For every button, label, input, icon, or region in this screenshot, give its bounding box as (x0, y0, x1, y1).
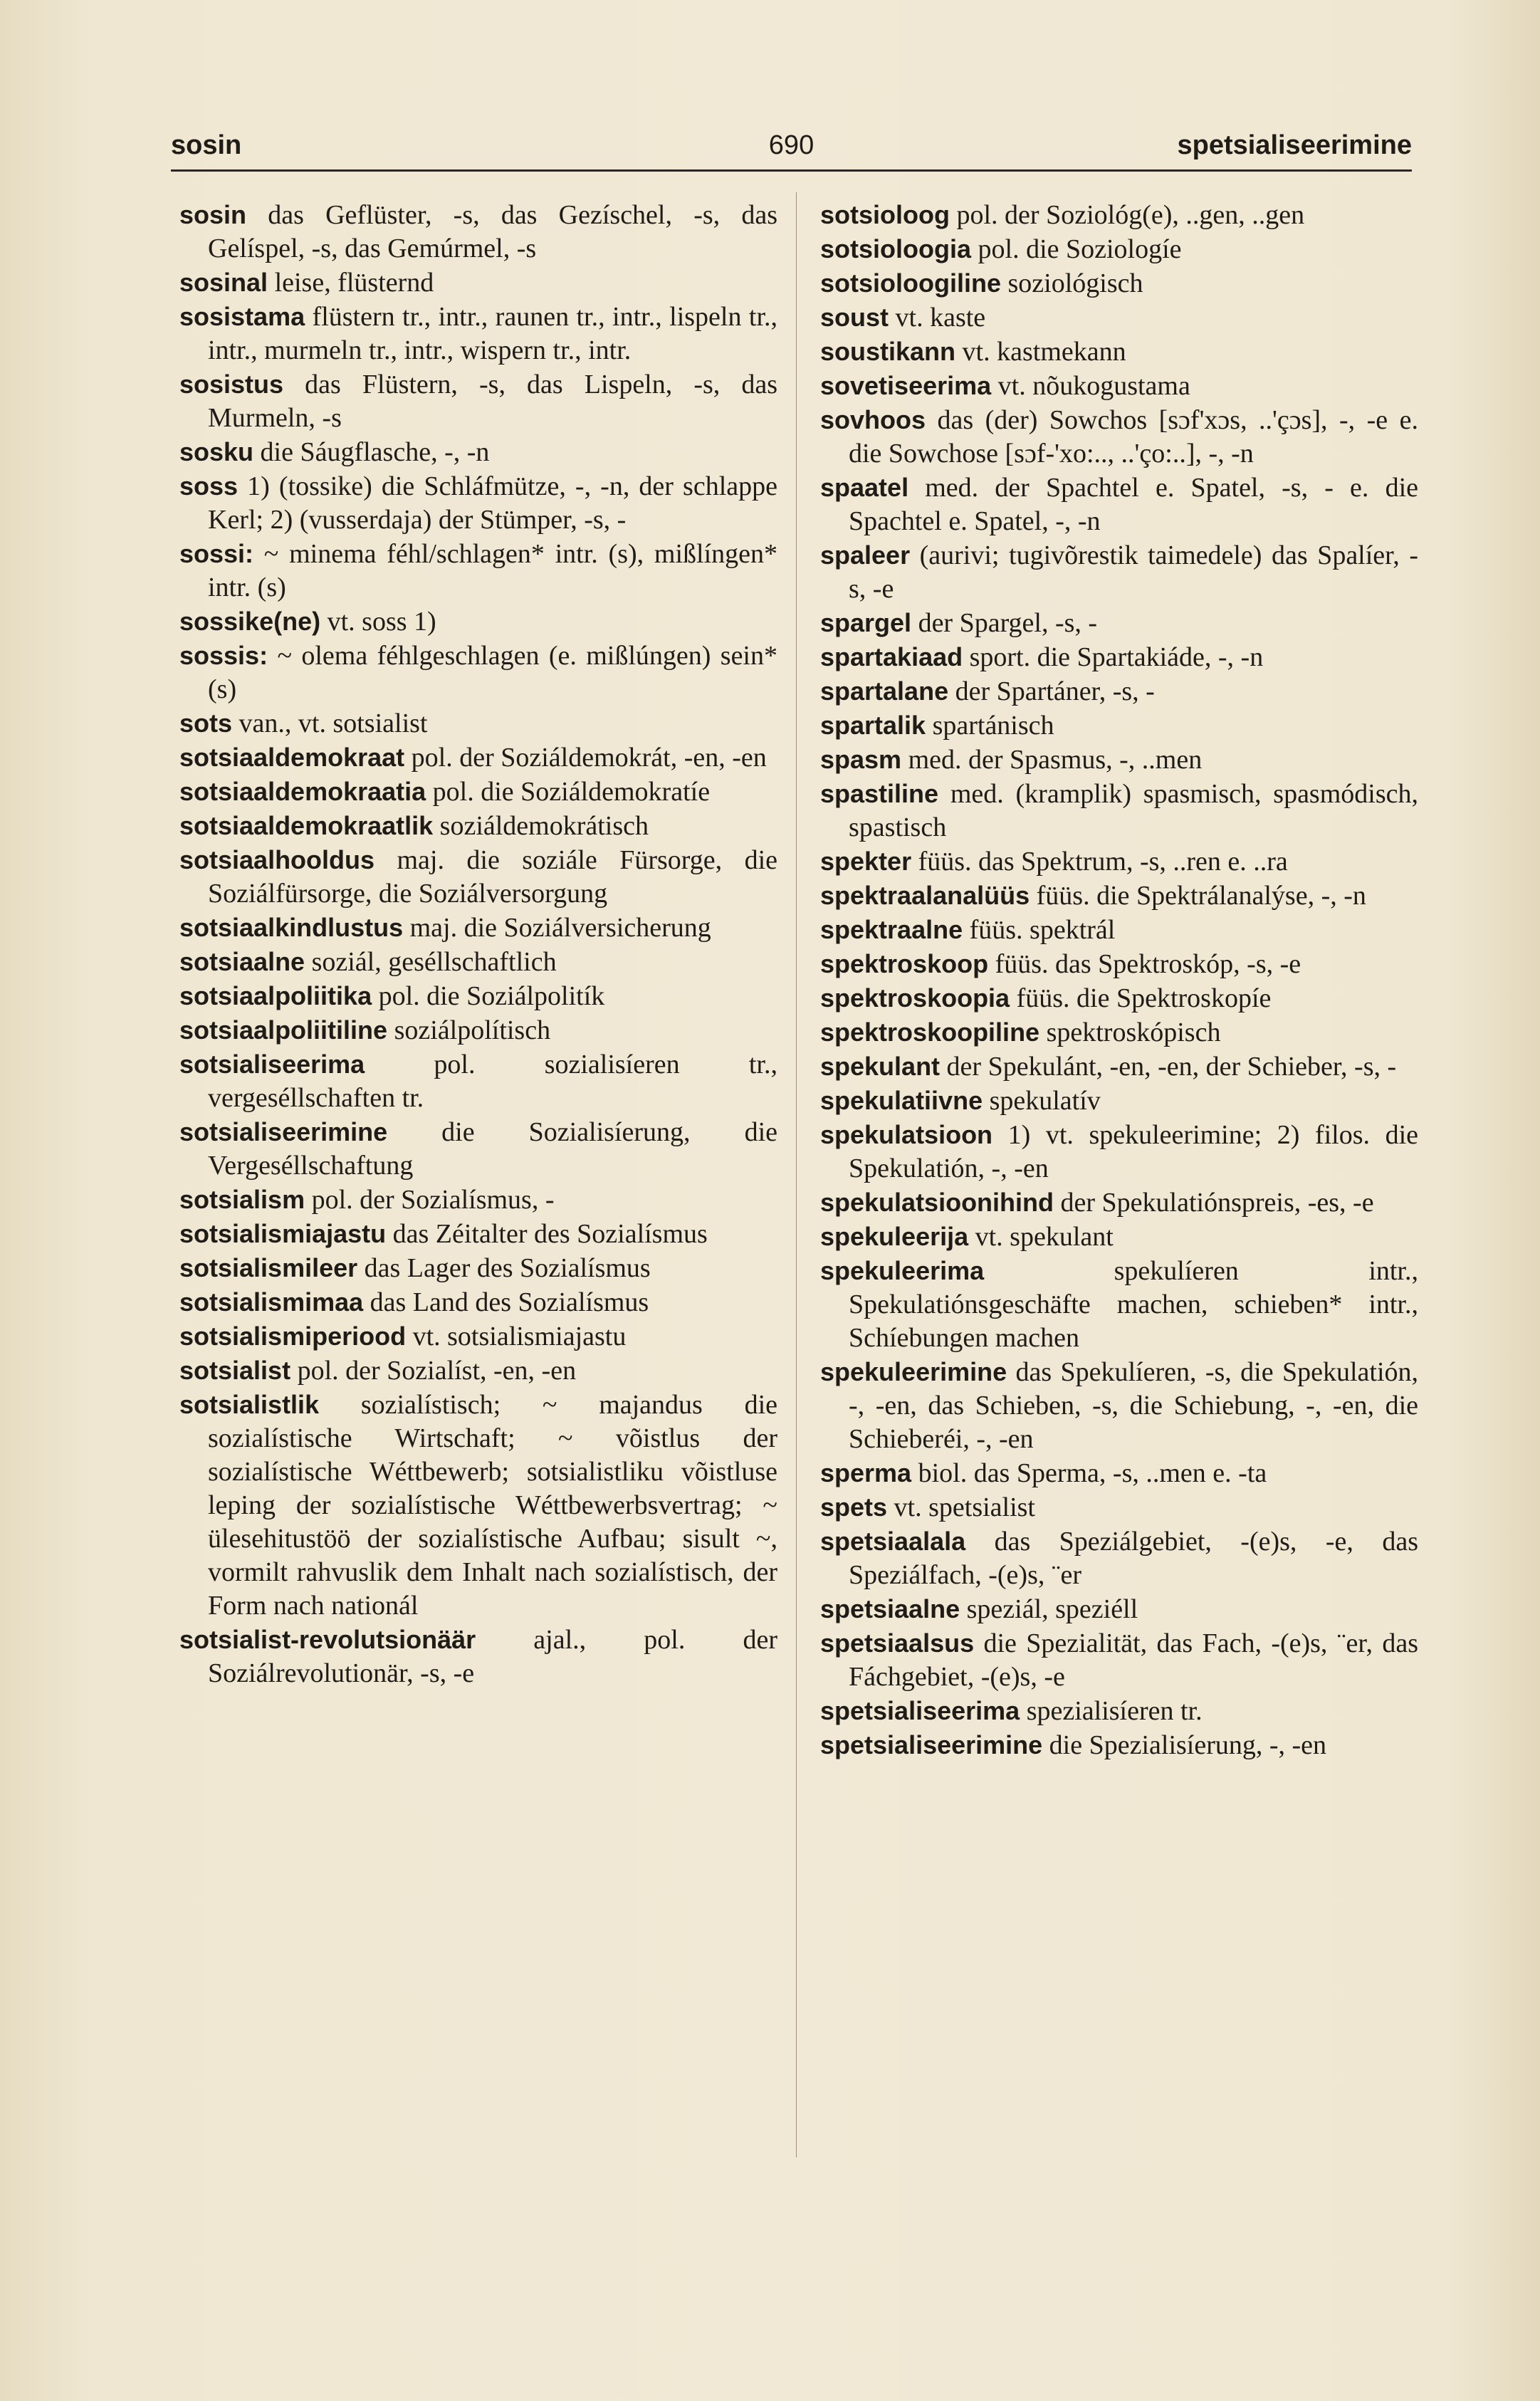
dictionary-entry (820, 1050, 1418, 1084)
entry-headword: spetsialiseerima (820, 1696, 1020, 1725)
entry-headword: spartalik (820, 711, 926, 740)
entry-headword: sotsialiseerima (179, 1050, 365, 1079)
entry-headword: sotsialiseerimine (179, 1117, 388, 1146)
entry-definition: soziálpolítisch (387, 1015, 551, 1045)
dictionary-entry (820, 1626, 1418, 1694)
entry-headword: sotsiaalne (179, 947, 305, 976)
entry-headword: sossi: (179, 539, 254, 568)
dictionary-entry (179, 706, 777, 741)
dictionary-entry (179, 1115, 777, 1183)
entry-headword: spargel (820, 608, 912, 637)
dictionary-entry (820, 471, 1418, 538)
entry-definition: die Sozialisíerung, die Vergeséllschaftung (208, 1117, 777, 1181)
entry-headword: spekuleerija (820, 1222, 969, 1251)
header-last-headword: spetsialiseerimine (1177, 130, 1412, 160)
entry-definition: vt. nõukogustama (991, 371, 1190, 401)
entry-definition: pol. die Soziáldemokratíe (426, 777, 711, 807)
entry-definition: vt. kaste (889, 303, 986, 333)
entry-definition: leise, flüsternd (268, 268, 434, 298)
dictionary-entry (820, 1456, 1418, 1490)
entry-definition: van., vt. sotsialist (232, 708, 428, 738)
entry-headword: sotsiaaldemokraat (179, 743, 405, 772)
page-number: 690 (768, 130, 814, 160)
entry-definition: maj. die soziále Fürsorge, die Soziálfürsorge, die Soziálversorgung (208, 845, 777, 909)
entry-headword: sotsiaalpoliitiline (179, 1015, 388, 1045)
dictionary-entry (179, 843, 777, 911)
dictionary-entry (179, 1251, 777, 1285)
dictionary-entry (820, 198, 1418, 232)
entry-headword: spartakiaad (820, 642, 963, 671)
entry-definition: flüstern tr., intr., raunen tr., intr., lispeln tr., intr., murmeln tr., intr., wispern tr., intr. (208, 302, 777, 365)
dictionary-entry (179, 1047, 777, 1115)
dictionary-entry (820, 335, 1418, 369)
entry-headword: sots (179, 708, 233, 738)
entry-definition: pol. sozialisíeren tr., vergeséllschaften tr. (208, 1050, 777, 1113)
dictionary-entry (820, 369, 1418, 403)
entry-headword: sovetiseerima (820, 371, 992, 400)
entry-definition: das (der) Sowchos [sɔf'xɔs, ..'çɔs], -, -e e. die Sowchose [sɔf-'xo:.., ..'ço:..], -, -n (849, 405, 1418, 469)
entry-headword: spektroskoopiline (820, 1018, 1040, 1047)
entry-definition: der Spekulánt, -en, -en, der Schieber, -s, - (940, 1052, 1397, 1082)
entry-headword: spekuleerima (820, 1256, 985, 1285)
entry-headword: sovhoos (820, 405, 926, 434)
dictionary-entry (820, 232, 1418, 266)
entry-headword: sotsioloogiline (820, 268, 1002, 298)
entry-definition: füüs. das Spektrum, -s, ..ren e. ..ra (911, 847, 1288, 877)
entry-headword: soss (179, 471, 239, 501)
dictionary-entry (820, 981, 1418, 1015)
entry-definition: biol. das Sperma, -s, ..men e. -ta (911, 1458, 1267, 1488)
entry-headword: spets (820, 1492, 888, 1522)
left-column (179, 198, 777, 1690)
entry-headword: sotsiaalkindlustus (179, 913, 404, 942)
entry-definition: die Spezialisíerung, -, -en (1042, 1730, 1327, 1760)
dictionary-entry (179, 1623, 777, 1690)
entry-definition: spekulíeren intr., Spekulatiónsgeschäfte machen, schieben* intr., Schíebungen machen (849, 1256, 1418, 1353)
entry-definition: ~ olema féhlgeschlagen (e. mißlúngen) sein* (s) (208, 641, 777, 704)
entry-headword: soustikann (820, 337, 956, 366)
entry-definition: der Spargel, -s, - (911, 608, 1098, 638)
entry-headword: sotsiaaldemokraatlik (179, 811, 434, 840)
entry-headword: sotsialismimaa (179, 1287, 364, 1317)
dictionary-entry (179, 639, 777, 706)
dictionary-entry (820, 844, 1418, 879)
dictionary-entry (179, 979, 777, 1013)
entry-definition: pol. der Sozialíst, -en, -en (290, 1356, 577, 1386)
entry-definition: das Lager des Sozialísmus (357, 1253, 651, 1283)
entry-headword: sotsialism (179, 1185, 305, 1214)
entry-definition: vt. kastmekann (955, 337, 1126, 367)
dictionary-entry (179, 741, 777, 775)
entry-definition: soziál, geséllschaftlich (305, 947, 557, 977)
entry-definition: spezialisíeren tr. (1020, 1696, 1203, 1726)
entry-definition: speziál, speziéll (960, 1594, 1138, 1624)
entry-headword: spekter (820, 847, 912, 876)
entry-definition: der Spekulatiónspreis, -es, -e (1054, 1188, 1374, 1218)
entry-definition: ~ minema féhl/schlagen* intr. (s), mißlíngen* intr. (s) (208, 539, 777, 602)
dictionary-entry (179, 1354, 777, 1388)
entry-definition: pol. der Soziáldemokrát, -en, -en (404, 743, 767, 773)
dictionary-entry (179, 911, 777, 945)
entry-headword: spasm (820, 745, 902, 774)
entry-headword: sotsioloogia (820, 234, 972, 263)
entry-definition: der Spartáner, -s, - (948, 676, 1155, 706)
dictionary-entry (179, 1285, 777, 1319)
entry-definition: pol. der Sozialísmus, - (305, 1185, 555, 1215)
entry-definition: med. der Spachtel e. Spatel, -s, - e. die Spachtel e. Spatel, -, -n (849, 473, 1418, 536)
entry-headword: sotsioloog (820, 200, 950, 229)
entry-headword: sotsiaalhooldus (179, 845, 375, 874)
dictionary-entry (820, 300, 1418, 335)
entry-headword: spartalane (820, 676, 949, 706)
entry-headword: spekulatsioonihind (820, 1188, 1054, 1217)
entry-headword: spetsiaalsus (820, 1628, 975, 1658)
dictionary-entry (820, 1524, 1418, 1592)
entry-headword: spaatel (820, 473, 909, 502)
dictionary-entry (820, 777, 1418, 844)
entry-headword: spetsiaalne (820, 1594, 960, 1623)
entry-definition: ajal., pol. der Soziálrevolutionär, -s, -e (208, 1625, 777, 1688)
entry-headword: spekulatiivne (820, 1086, 983, 1115)
right-column (820, 198, 1418, 1762)
entry-definition: (aurivi; tugivõrestik taimedele) das Spalíer, -s, -e (849, 540, 1418, 604)
dictionary-entry (179, 605, 777, 639)
entry-definition: vt. sotsialismiajastu (406, 1322, 627, 1351)
entry-headword: spektroskoop (820, 949, 989, 978)
dictionary-entry (820, 674, 1418, 708)
entry-headword: sotsialismileer (179, 1253, 358, 1282)
entry-definition: das Land des Sozialísmus (363, 1287, 649, 1317)
dictionary-entry (820, 1355, 1418, 1456)
dictionary-entry (820, 1118, 1418, 1186)
entry-headword: sotsialismiperiood (179, 1322, 407, 1351)
dictionary-entry (179, 198, 777, 266)
entry-definition: sozialístisch; ~ majandus die sozialístische Wirtschaft; ~ võistlus der sozialístische Wéttbewerb; sotsialistliku võistluse leping der sozialístische Wéttbewerbsvertrag; ~ ülesehitustöö der sozialístische Aufbau; sisult ~, vormilt rahvuslik dem Inhalt nach sozialístisch, der Form nach nationál (208, 1390, 777, 1621)
entry-definition: pol. die Soziálpolitík (372, 981, 605, 1011)
dictionary-entry (820, 1254, 1418, 1355)
column-divider (796, 192, 797, 2157)
entry-headword: sossike(ne) (179, 607, 321, 636)
dictionary-entry (820, 879, 1418, 913)
entry-definition: spekulatív (983, 1086, 1101, 1116)
entry-definition: vt. spetsialist (887, 1492, 1035, 1522)
dictionary-entry (820, 606, 1418, 640)
entry-definition: das Zéitalter des Sozialísmus (386, 1219, 708, 1249)
dictionary-entry (820, 1694, 1418, 1728)
entry-definition: die Spezialität, das Fach, -(e)s, ¨er, das Fáchgebiet, -(e)s, -e (849, 1628, 1418, 1692)
entry-definition: soziáldemokrátisch (433, 811, 649, 841)
entry-headword: spekulant (820, 1052, 941, 1081)
entry-headword: sosku (179, 437, 254, 466)
entry-definition: die Sáugflasche, -, -n (253, 437, 490, 467)
dictionary-entry (820, 947, 1418, 981)
entry-headword: sossis: (179, 641, 268, 670)
entry-definition: med. (kramplik) spasmisch, spasmódisch, spastisch (849, 779, 1418, 842)
entry-definition: füüs. das Spektroskóp, -s, -e (988, 949, 1301, 979)
entry-headword: sotsialistlik (179, 1390, 320, 1419)
entry-definition: 1) (tossike) die Schláfmütze, -, -n, der schlappe Kerl; 2) (vusserdaja) der Stümper, -s, - (208, 471, 777, 535)
dictionary-entry (820, 640, 1418, 674)
dictionary-entry (179, 300, 777, 367)
dictionary-entry (820, 743, 1418, 777)
entry-headword: spaleer (820, 540, 911, 570)
entry-definition: med. der Spasmus, -, ..men (901, 745, 1203, 775)
dictionary-entry (179, 537, 777, 605)
entry-headword: sotsiaaldemokraatia (179, 777, 426, 806)
entry-definition: das Flüstern, -s, das Lispeln, -s, das Murmeln, -s (208, 370, 777, 433)
entry-headword: sosinal (179, 268, 268, 297)
dictionary-entry (820, 266, 1418, 300)
dictionary-entry (179, 809, 777, 843)
dictionary-entry (179, 1388, 777, 1623)
entry-definition: das Geflüster, -s, das Gezíschel, -s, das Gelíspel, -s, das Gemúrmel, -s (208, 200, 777, 263)
entry-headword: spetsiaalala (820, 1527, 966, 1556)
entry-definition: 1) vt. spekuleerimine; 2) filos. die Spekulatión, -, -en (849, 1120, 1418, 1183)
entry-definition: das Spekulíeren, -s, die Spekulatión, -, -en, das Schieben, -s, die Schiebung, -, -en, die Schieberéi, -, -en (849, 1357, 1418, 1454)
entry-headword: sosin (179, 200, 247, 229)
entry-headword: sotsiaalpoliitika (179, 981, 372, 1010)
header-first-headword: sosin (171, 130, 242, 160)
dictionary-entry (820, 1490, 1418, 1524)
dictionary-entry (179, 435, 777, 469)
entry-headword: soust (820, 303, 889, 332)
entry-definition: füüs. spektrál (963, 915, 1116, 945)
entry-definition: spektroskópisch (1039, 1018, 1221, 1047)
dictionary-entry (820, 538, 1418, 606)
entry-headword: spastiline (820, 779, 939, 808)
entry-definition: spartánisch (926, 711, 1054, 741)
entry-headword: spekuleerimine (820, 1357, 1007, 1386)
entry-headword: sotsialismiajastu (179, 1219, 387, 1248)
entry-definition: vt. spekulant (968, 1222, 1114, 1252)
dictionary-entry (179, 266, 777, 300)
dictionary-entry (179, 775, 777, 809)
entry-definition: pol. der Soziológ(e), ..gen, ..gen (950, 200, 1305, 230)
dictionary-entry (820, 913, 1418, 947)
dictionary-entry (820, 1015, 1418, 1050)
dictionary-entry (820, 1220, 1418, 1254)
dictionary-entry (820, 403, 1418, 471)
dictionary-entry (179, 1319, 777, 1354)
entry-headword: spektraalne (820, 915, 963, 944)
dictionary-entry (820, 1186, 1418, 1220)
entry-headword: sosistus (179, 370, 284, 399)
page-header (171, 113, 1412, 172)
entry-headword: sotsialist-revolutsionäär (179, 1625, 476, 1654)
dictionary-entry (179, 367, 777, 435)
dictionary-entry (820, 708, 1418, 743)
entry-headword: sotsialist (179, 1356, 291, 1385)
entry-headword: spektroskoopia (820, 983, 1010, 1013)
entry-definition: soziológisch (1001, 268, 1143, 298)
entry-headword: spekulatsioon (820, 1120, 993, 1149)
dictionary-entry (820, 1592, 1418, 1626)
entry-definition: füüs. die Spektroskopíe (1010, 983, 1272, 1013)
entry-definition: füüs. die Spektrálanalýse, -, -n (1030, 881, 1366, 911)
entry-definition: sport. die Spartakiáde, -, -n (963, 642, 1264, 672)
entry-definition: pol. die Soziologíe (971, 234, 1182, 264)
dictionary-entry (179, 1217, 777, 1251)
dictionary-entry (179, 1183, 777, 1217)
dictionary-entry (179, 469, 777, 537)
entry-headword: spetsialiseerimine (820, 1730, 1043, 1759)
entry-definition: maj. die Soziálversicherung (403, 913, 711, 943)
entry-headword: sosistama (179, 302, 305, 331)
dictionary-entry (179, 945, 777, 979)
entry-definition: vt. soss 1) (320, 607, 436, 637)
entry-definition: das Speziálgebiet, -(e)s, -e, das Speziálfach, -(e)s, ¨er (849, 1527, 1418, 1590)
entry-headword: spektraalanalüüs (820, 881, 1030, 910)
dictionary-entry (179, 1013, 777, 1047)
entry-headword: sperma (820, 1458, 912, 1487)
dictionary-entry (820, 1084, 1418, 1118)
dictionary-entry (820, 1728, 1418, 1762)
